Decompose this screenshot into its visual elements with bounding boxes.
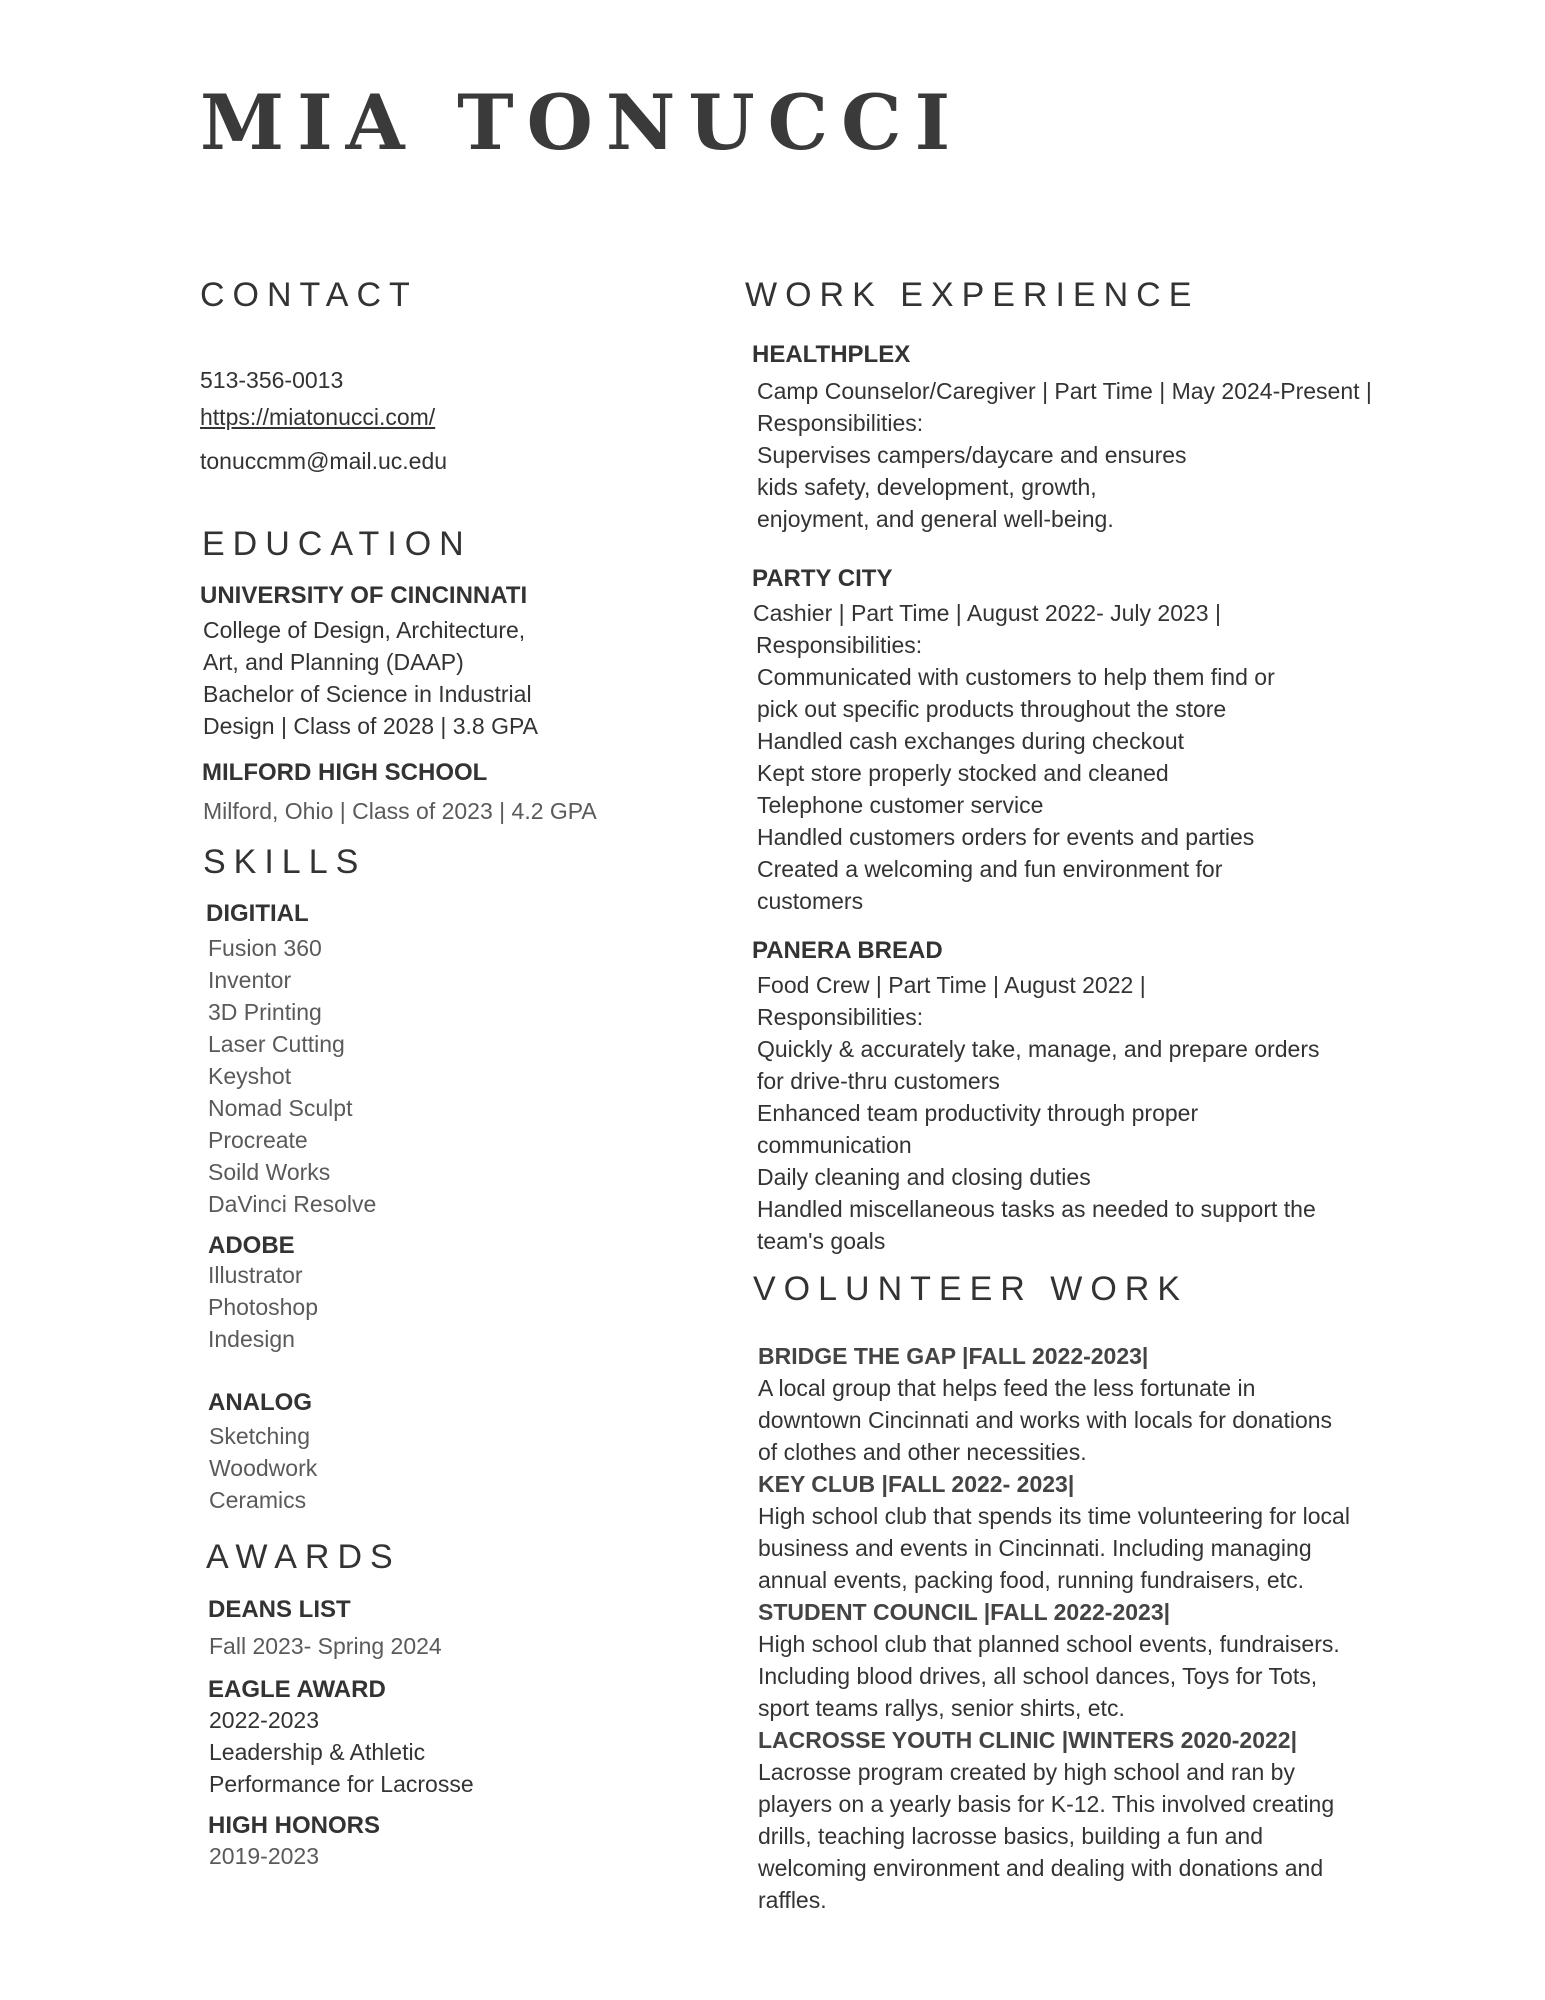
- volunteer-line: sport teams rallys, senior shirts, etc.: [758, 1695, 1125, 1721]
- award-deans-line: Fall 2023- Spring 2024: [209, 1633, 442, 1659]
- work-role: Cashier | Part Time | August 2022- July 2023 |: [753, 600, 1221, 626]
- contact-heading: CONTACT: [200, 276, 418, 314]
- work-responsibilities-label: Responsibilities:: [757, 1004, 924, 1030]
- skills-adobe-title: ADOBE: [208, 1232, 295, 1259]
- work-panera-details: [757, 969, 1146, 1033]
- volunteer-title: BRIDGE THE GAP |FALL 2022-2023|: [758, 1343, 1149, 1369]
- work-panera-lines: [757, 1033, 1320, 1257]
- work-line: Communicated with customers to help them find or: [757, 664, 1275, 690]
- work-partycity-details: [753, 597, 1221, 661]
- work-line: Handled cash exchanges during checkout: [757, 728, 1185, 754]
- skills-digital-title: DIGITIAL: [206, 900, 309, 927]
- work-line: Handled customers orders for events and parties: [757, 824, 1255, 850]
- volunteer-heading: VOLUNTEER WORK: [753, 1270, 1189, 1308]
- skill-item: Indesign: [208, 1326, 295, 1352]
- volunteer-line: players on a yearly basis for K-12. This involved creating: [758, 1791, 1335, 1817]
- website-link-text[interactable]: https://miatonucci.com/: [200, 404, 436, 430]
- resume-name: MIA TONUCCI: [200, 78, 964, 167]
- skills-digital-list: [208, 932, 376, 1220]
- education-uc-school: UNIVERSITY OF CINCINNATI: [200, 582, 528, 609]
- volunteer-line: raffles.: [758, 1887, 827, 1913]
- work-line: communication: [757, 1132, 912, 1158]
- work-line: customers: [757, 888, 864, 914]
- volunteer-line: Including blood drives, all school dances, Toys for Tots,: [758, 1663, 1318, 1689]
- volunteer-line: welcoming environment and dealing with donations and: [758, 1855, 1324, 1881]
- education-heading: EDUCATION: [202, 525, 472, 563]
- work-line: Quickly & accurately take, manage, and prepare orders: [757, 1036, 1320, 1062]
- award-honors-line: 2019-2023: [209, 1843, 319, 1869]
- volunteer-title: LACROSSE YOUTH CLINIC |WINTERS 2020-2022|: [758, 1727, 1298, 1753]
- education-milford-school: MILFORD HIGH SCHOOL: [202, 759, 488, 786]
- education-uc-line: Design | Class of 2028 | 3.8 GPA: [203, 713, 538, 739]
- skill-item: Ceramics: [209, 1487, 307, 1513]
- award-deans-title: DEANS LIST: [208, 1596, 351, 1623]
- work-line: pick out specific products throughout the store: [757, 696, 1227, 722]
- work-heading: WORK EXPERIENCE: [745, 276, 1200, 314]
- work-role: Food Crew | Part Time | August 2022 |: [757, 972, 1146, 998]
- work-partycity-title: PARTY CITY: [752, 565, 893, 592]
- skill-item: Laser Cutting: [208, 1031, 345, 1057]
- work-partycity-lines: [757, 661, 1275, 917]
- work-line: enjoyment, and general well-being.: [757, 506, 1114, 532]
- work-responsibilities-label: Responsibilities:: [757, 410, 924, 436]
- contact-phone: 513-356-0013: [200, 367, 344, 393]
- education-uc-line: Art, and Planning (DAAP): [203, 649, 464, 675]
- award-eagle-line: Performance for Lacrosse: [209, 1771, 474, 1797]
- work-line: Enhanced team productivity through proper: [757, 1100, 1199, 1126]
- volunteer-line: High school club that planned school events, fundraisers.: [758, 1631, 1340, 1657]
- work-role: Camp Counselor/Caregiver | Part Time | May 2024-Present |: [757, 378, 1372, 404]
- work-panera-title: PANERA BREAD: [752, 937, 943, 964]
- skill-item: Nomad Sculpt: [208, 1095, 353, 1121]
- work-line: for drive-thru customers: [757, 1068, 1000, 1094]
- volunteer-title: KEY CLUB |FALL 2022- 2023|: [758, 1471, 1075, 1497]
- volunteer-line: of clothes and other necessities.: [758, 1439, 1087, 1465]
- skills-adobe-list: [208, 1259, 318, 1355]
- work-healthplex-title: HEALTHPLEX: [752, 341, 911, 368]
- skill-item: Inventor: [208, 967, 292, 993]
- award-eagle-line: Leadership & Athletic: [209, 1739, 426, 1765]
- work-line: Daily cleaning and closing duties: [757, 1164, 1091, 1190]
- education-uc-line: Bachelor of Science in Industrial: [203, 681, 532, 707]
- volunteer-line: A local group that helps feed the less fortunate in: [758, 1375, 1256, 1401]
- skill-item: Sketching: [209, 1423, 311, 1449]
- skill-item: DaVinci Resolve: [208, 1191, 377, 1217]
- work-line: Handled miscellaneous tasks as needed to support the: [757, 1196, 1316, 1222]
- award-eagle-line: 2022-2023: [209, 1707, 319, 1733]
- volunteer-title: STUDENT COUNCIL |FALL 2022-2023|: [758, 1599, 1171, 1625]
- education-milford-line: Milford, Ohio | Class of 2023 | 4.2 GPA: [203, 798, 597, 824]
- award-honors-title: HIGH HONORS: [208, 1812, 381, 1839]
- skill-item: Photoshop: [208, 1294, 318, 1320]
- volunteer-line: business and events in Cincinnati. Including managing: [758, 1535, 1312, 1561]
- work-line: Kept store properly stocked and cleaned: [757, 760, 1169, 786]
- volunteer-line: Lacrosse program created by high school and ran by: [758, 1759, 1295, 1785]
- work-line: Telephone customer service: [757, 792, 1044, 818]
- volunteer-list: [758, 1340, 1350, 1916]
- skill-item: Procreate: [208, 1127, 308, 1153]
- skill-item: Illustrator: [208, 1262, 303, 1288]
- education-uc-line: College of Design, Architecture,: [203, 617, 526, 643]
- skill-item: Fusion 360: [208, 935, 322, 961]
- skill-item: Keyshot: [208, 1063, 292, 1089]
- work-line: team's goals: [757, 1228, 886, 1254]
- contact-email: tonuccmm@mail.uc.edu: [200, 448, 448, 474]
- volunteer-line: downtown Cincinnati and works with locals for donations: [758, 1407, 1333, 1433]
- volunteer-line: drills, teaching lacrosse basics, building a fun and: [758, 1823, 1264, 1849]
- work-line: Created a welcoming and fun environment for: [757, 856, 1223, 882]
- skills-heading: SKILLS: [203, 843, 367, 881]
- work-responsibilities-label: Responsibilities:: [756, 632, 923, 658]
- work-line: Supervises campers/daycare and ensures: [757, 442, 1187, 468]
- education-uc-details: [203, 614, 538, 742]
- skill-item: Woodwork: [209, 1455, 318, 1481]
- volunteer-line: annual events, packing food, running fundraisers, etc.: [758, 1567, 1304, 1593]
- contact-website-link[interactable]: [200, 401, 435, 433]
- skills-analog-list: [209, 1420, 317, 1516]
- awards-heading: AWARDS: [206, 1538, 401, 1576]
- work-line: kids safety, development, growth,: [757, 474, 1097, 500]
- award-eagle-details: [209, 1704, 474, 1800]
- volunteer-line: High school club that spends its time volunteering for local: [758, 1503, 1350, 1529]
- work-healthplex-details: [757, 375, 1372, 535]
- skill-item: Soild Works: [208, 1159, 331, 1185]
- skills-analog-title: ANALOG: [208, 1389, 312, 1416]
- skill-item: 3D Printing: [208, 999, 322, 1025]
- award-eagle-title: EAGLE AWARD: [208, 1676, 386, 1703]
